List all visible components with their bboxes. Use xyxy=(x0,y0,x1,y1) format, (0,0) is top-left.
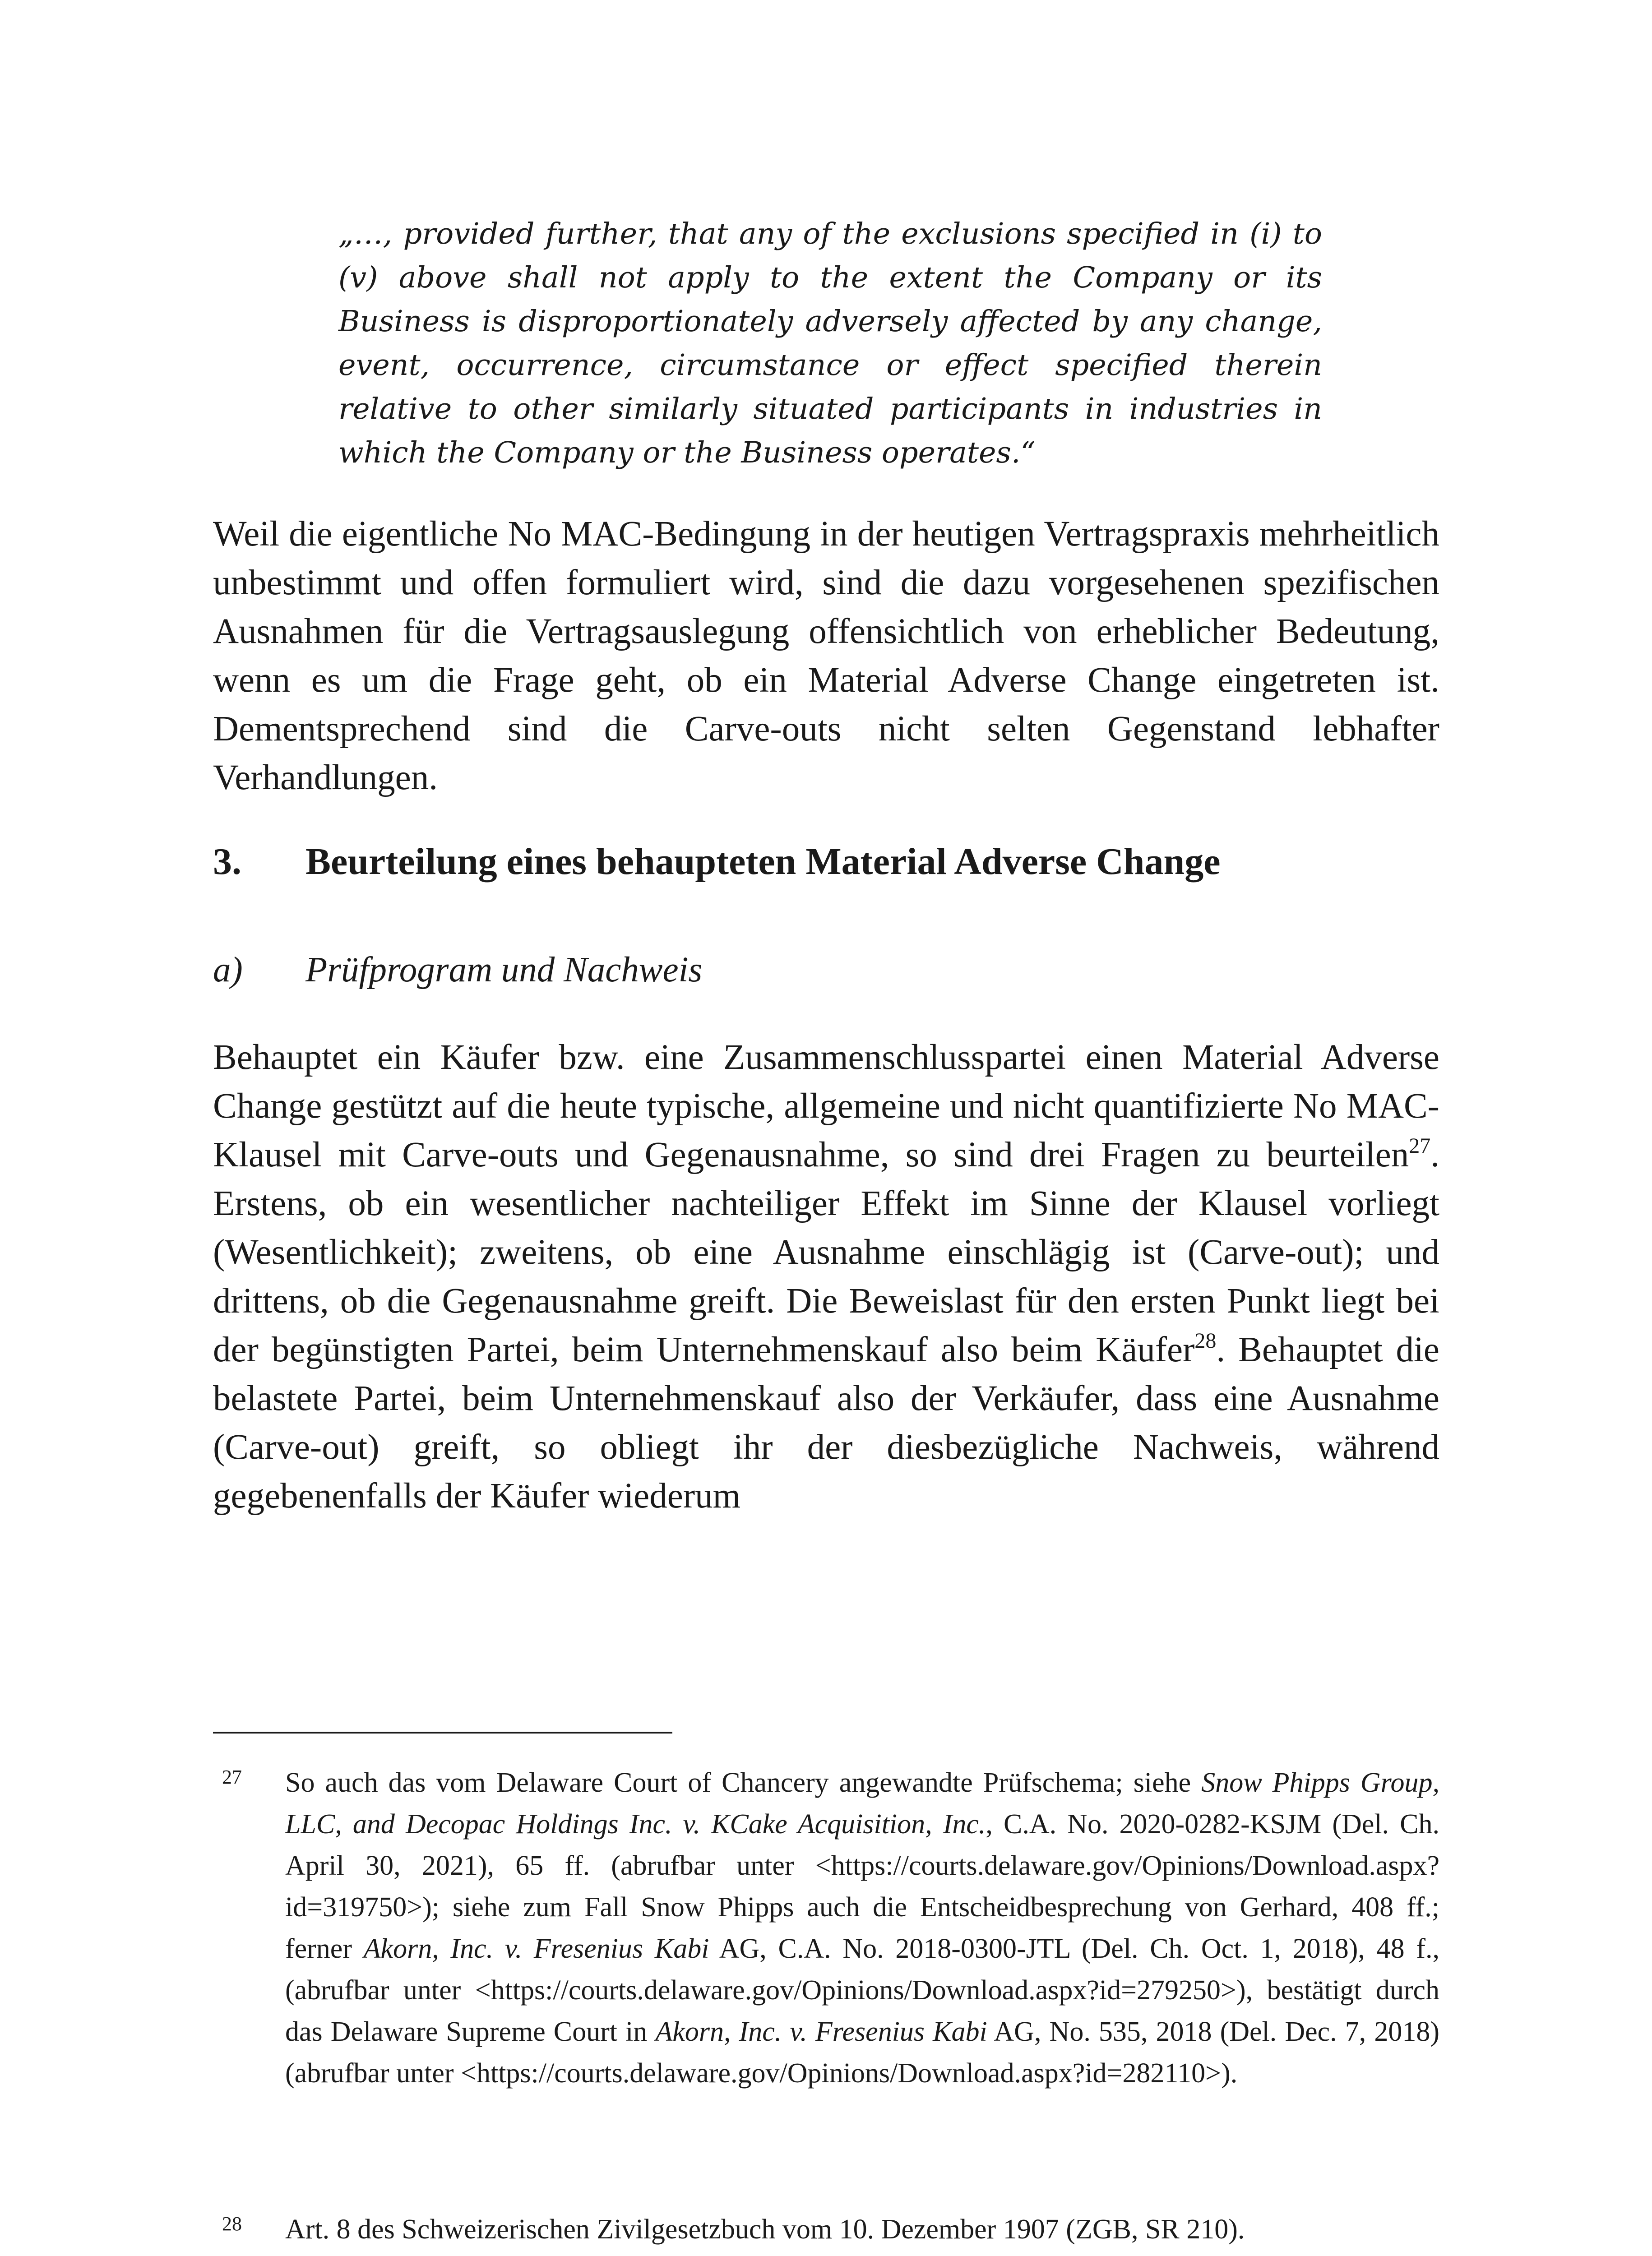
section-heading xyxy=(213,839,1439,884)
footnote-ref-27[interactable]: 27 xyxy=(1409,1134,1431,1158)
footnote-text: So auch das vom Delaware Court of Chancery angewandte Prüfschema; siehe Snow Phipps Group, LLC, and Decopac Holdings Inc. v. KCake Acquisition, Inc., C.A. No. 2020-0282-KSJM (Del. Ch. April 30, 2021), 65 ff. (abrufbar unter <https://courts.delaware.gov/Opinions/Download.aspx?id=319750>); siehe zum Fall Snow Phipps auch die Entscheidbesprechung von Gerhard, 408 ff.; ferner Akorn, Inc. v. Fresenius Kabi AG, C.A. No. 2018-0300-JTL (Del. Ch. Oct. 1, 2018), 48 f., (abrufbar unter <https://courts.delaware.gov/Opinions/Download.aspx?id=279250>), bestätigt durch das Delaware Supreme Court in Akorn, Inc. v. Fresenius Kabi AG, No. 535, 2018 (Del. Dec. 7, 2018) (abrufbar unter <https://courts.delaware.gov/Opinions/Download.aspx?id=282110>). xyxy=(285,1767,1440,2089)
footnote-27 xyxy=(213,1762,1439,2094)
subsection-heading xyxy=(213,948,1439,993)
footnote-ref-28[interactable]: 28 xyxy=(1194,1329,1217,1353)
body-paragraph-1: Weil die eigentliche No MAC-Bedingung in der heutigen Vertragspraxis mehrheitlich unbestimmt und offen formuliert wird, sind die dazu vorgesehenen spezifischen Ausnahmen für die Vertragsauslegung offensichtlich von erheblicher Bedeutung, wenn es um die Frage geht, ob ein Material Adverse Change eingetreten ist. Dementsprechend sind die Carve-outs nicht selten Gegenstand lebhafter Verhandlungen. xyxy=(213,514,1439,797)
section-number: 3. xyxy=(213,841,241,883)
section-title: Beurteilung eines behaupteten Material Adverse Change xyxy=(305,841,1221,883)
footnote-separator xyxy=(213,1732,672,1734)
case-name: Akorn, Inc. v. Fresenius Kabi xyxy=(655,2016,987,2047)
case-name: Akorn, Inc. v. Fresenius Kabi xyxy=(363,1933,709,1964)
footnote-number: 27 xyxy=(222,1766,242,1788)
paragraph-text: . Behauptet die belastete Partei, beim Unternehmenskauf also der Verkäufer, dass eine Ausnahme (Carve-out) greift, so obliegt ihr der diesbezügliche Nachweis, während gegebenenfalls der Käufer wiederum xyxy=(213,1330,1440,1516)
block-quote: „…, provided further, that any of the exclusions specified in (i) to (v) above shall not apply to the extent the Company or its Business is disproportionately adversely affected by any change, event, occurrence, circumstance or effect specified therein relative to other similarly situated participants in industries in which the Company or the Business operates.“ xyxy=(338,217,1322,470)
footnote-number: 28 xyxy=(222,2213,242,2235)
subsection-title: Prüfprogram und Nachweis xyxy=(305,950,703,989)
paragraph-text: Behauptet ein Käufer bzw. eine Zusammenschlusspartei einen Material Adverse Change gestützt auf die heute typische, allgemeine und nicht quantifizierte No MAC-Klausel mit Carve-outs und Gegenausnahme, so sind drei Fragen zu beurteilen xyxy=(213,1038,1439,1174)
footnote-28 xyxy=(213,2209,1439,2250)
subsection-number: a) xyxy=(213,950,243,989)
paragraph-text: . Erstens, ob ein wesentlicher nachteiliger Effekt im Sinne der Klausel vorliegt (Wesentlichkeit); zweitens, ob eine Ausnahme einschlägig ist (Carve-out); und drittens, ob die Gegenausnahme greift. Die Beweislast für den ersten Punkt liegt bei der begünstigten Partei, beim Unternehmenskauf also beim Käufer xyxy=(213,1135,1439,1369)
body-paragraph-2 xyxy=(213,1033,1439,1521)
footnote-text: Art. 8 des Schweizerischen Zivilgesetzbuch vom 10. Dezember 1907 (ZGB, SR 210). xyxy=(285,2214,1245,2245)
case-name: Snow Phipps Group, LLC, and Decopac Holdings Inc. v. KCake Acquisition, Inc. xyxy=(285,1767,1439,1840)
